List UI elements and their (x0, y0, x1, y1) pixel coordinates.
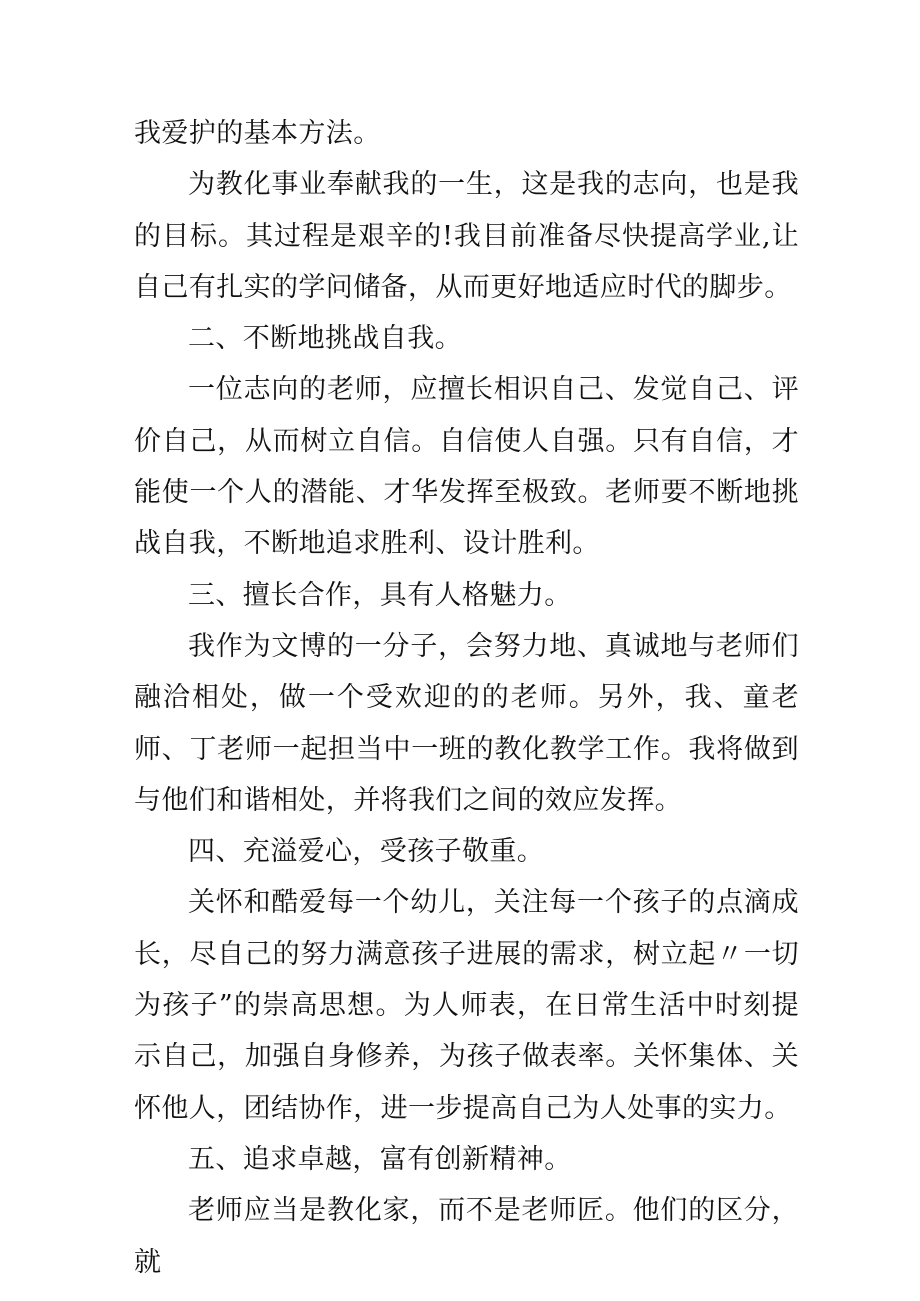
paragraph-innovation: 老师应当是教化家，而不是老师匠。他们的区分，就 (134, 1195, 799, 1278)
section-heading-5: 五、追求卓越，富有创新精神。 (188, 1143, 572, 1175)
section-heading-3: 三、擅长合作，具有人格魅力。 (188, 579, 572, 611)
paragraph-self-challenge: 一位志向的老师，应擅长相识自己、发觉自己、评价自己，从而树立自信。自信使人自强。只有自信，才能使一个人的潜能、才华发挥至极致。老师要不断地挑战自我，不断地追求胜利、设计胜利。 (134, 374, 799, 560)
paragraph-cooperation: 我作为文博的一分子，会努力地、真诚地与老师们融洽相处，做一个受欢迎的的老师。另外，我、童老师、丁老师一起担当中一班的教化教学工作。我将做到与他们和谐相处，并将我们之间的效应发挥。 (134, 630, 799, 816)
paragraph-aspiration: 为教化事业奉献我的一生，这是我的志向，也是我的目标。其过程是艰辛的!我目前准备尽快提高学业,让自己有扎实的学问储备，从而更好地适应时代的脚步。 (134, 169, 799, 303)
document-body (134, 108, 799, 1288)
paragraph-love-children: 关怀和酷爱每一个幼儿，关注每一个孩子的点滴成长，尽自己的努力满意孩子进展的需求，树立起〃一切为孩子”的崇高思想。为人师表，在日常生活中时刻提示自己，加强自身修养，为孩子做表率。关怀集体、关怀他人，团结协作，进一步提高自己为人处事的实力。 (134, 887, 799, 1124)
section-heading-4: 四、充溢爱心，受孩子敬重。 (188, 836, 545, 868)
section-heading-2: 二、不断地挑战自我。 (188, 323, 462, 355)
paragraph-continuation: 我爱护的基本方法。 (134, 118, 381, 149)
